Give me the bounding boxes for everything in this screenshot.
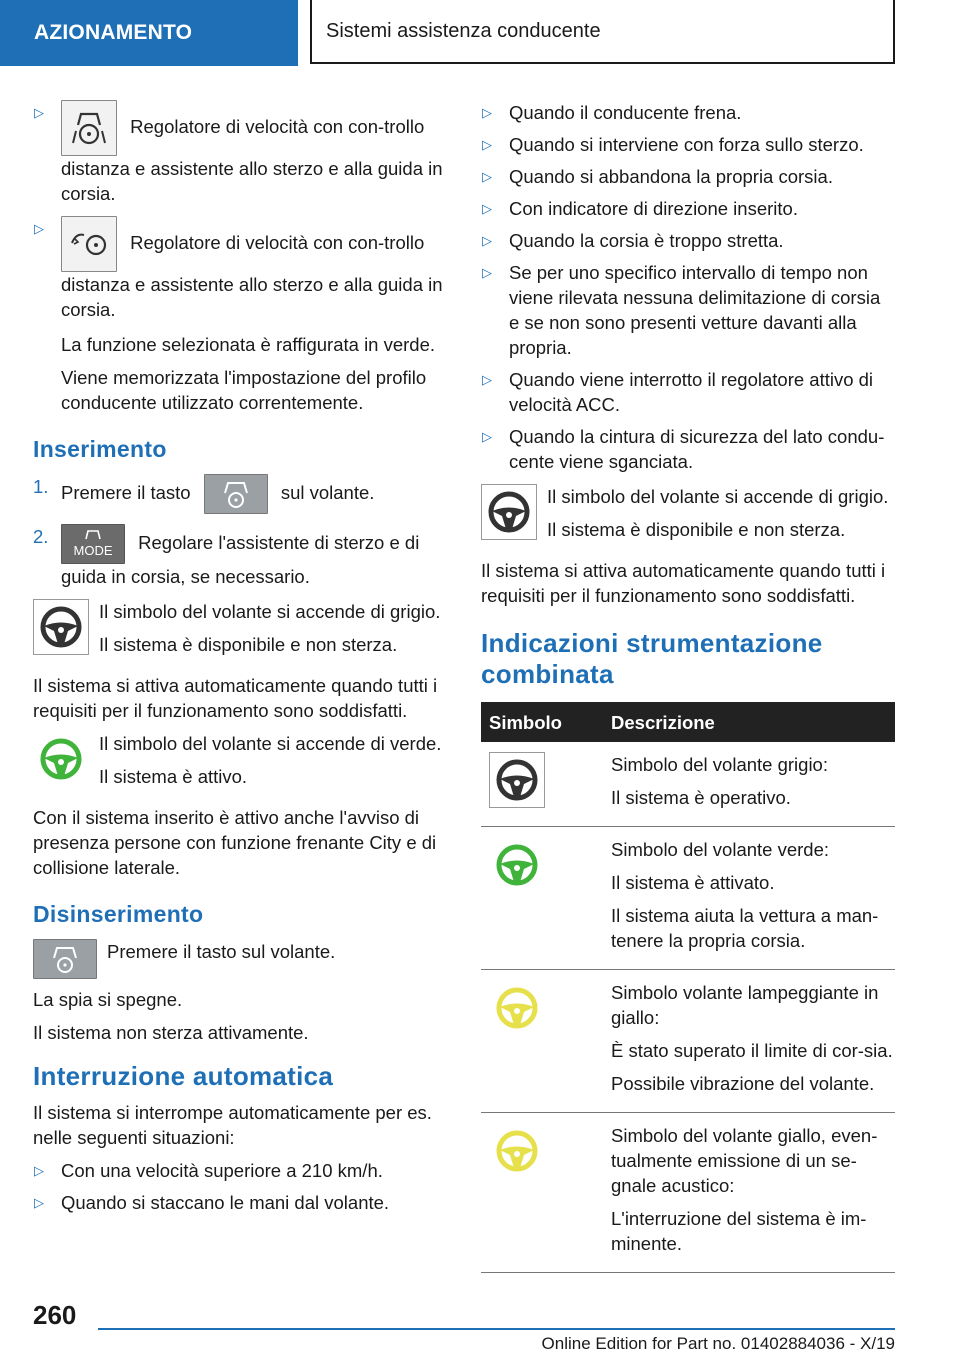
heading-disinserimento: Disinserimento	[33, 901, 204, 927]
list-item	[33, 216, 451, 322]
bullet-text: Con indicatore di direzione inserito.	[509, 198, 798, 219]
bullet-text: Con una velocità superiore a 210 km/h.	[61, 1160, 383, 1181]
indicator-text: Il sistema è disponibile e non sterza.	[99, 634, 398, 655]
mode-label: MODE	[73, 543, 113, 558]
symbol-table	[481, 702, 895, 1273]
triangle-bullet-icon: ▷	[482, 105, 492, 120]
list-item	[33, 1158, 451, 1183]
triangle-bullet-icon: ▷	[34, 105, 44, 120]
heading-inserimento: Inserimento	[33, 436, 167, 462]
table-row	[481, 742, 895, 827]
table-header-cell: Simbolo	[481, 702, 611, 742]
table-cell-text: Simbolo del volante grigio:	[611, 754, 828, 775]
header-section: AZIONAMENTO	[0, 0, 298, 66]
heading-interruzione: Interruzione automatica	[33, 1061, 334, 1091]
indicator-text: Premere il tasto sul volante.	[107, 941, 336, 962]
indicator-row	[33, 599, 451, 665]
table-cell-text: Il sistema aiuta la vettura a man-tenere la propria corsia.	[611, 905, 879, 951]
paragraph: La spia si spegne.	[33, 989, 183, 1010]
step-text: Regolare l'assistente di sterzo e di guida in corsia, se necessario.	[61, 531, 420, 587]
mode-button-icon	[61, 524, 125, 564]
page-number: 260	[33, 1300, 77, 1330]
triangle-bullet-icon: ▷	[34, 1195, 44, 1210]
table-cell-text: Simbolo del volante verde:	[611, 839, 830, 860]
table-cell-text: Simbolo volante lampeggiante in giallo:	[611, 982, 879, 1028]
steering-wheel-grey-icon	[33, 599, 89, 655]
paragraph: La funzione selezionata è raffigurata in verde.	[61, 334, 436, 355]
triangle-bullet-icon: ▷	[482, 372, 492, 387]
triangle-bullet-icon: ▷	[34, 221, 44, 236]
driving-assistant-button-icon	[33, 939, 97, 979]
steering-wheel-yellow-icon	[489, 1123, 545, 1179]
triangle-bullet-icon: ▷	[482, 169, 492, 184]
steering-wheel-green-icon	[33, 731, 89, 787]
indicator-text: Il simbolo del volante si accende di grigio.	[99, 601, 441, 622]
bullet-text: Quando si interviene con forza sullo sterzo.	[509, 134, 864, 155]
paragraph: Il sistema non sterza attivamente.	[33, 1022, 309, 1043]
step-text: Premere il tasto	[61, 481, 191, 503]
bullet-text: Quando si staccano le mani dal volante.	[61, 1192, 390, 1213]
triangle-bullet-icon: ▷	[34, 1163, 44, 1178]
table-row	[481, 970, 895, 1113]
footer-edition: Online Edition for Part no. 01402884036 - X/19	[541, 1334, 895, 1353]
paragraph: Con il sistema inserito è attivo anche l'avviso di presenza persone con funzione frenante City e di collisione laterale.	[33, 807, 437, 878]
table-header-cell: Descrizione	[611, 702, 895, 742]
table-row	[481, 1113, 895, 1273]
indicator-row	[33, 939, 451, 979]
indicator-text: Il sistema è attivo.	[99, 766, 248, 787]
bullet-text: Quando si abbandona la propria corsia.	[509, 166, 833, 187]
left-column	[33, 100, 451, 1222]
table-header-row	[481, 702, 895, 742]
steering-wheel-grey-icon	[481, 484, 537, 540]
triangle-bullet-icon: ▷	[482, 137, 492, 152]
heading-indicazioni: Indicazioni strumentazione combinata	[481, 628, 823, 689]
driving-assistant-button-icon	[61, 100, 117, 156]
bullet-text: Regolatore di velocità con con-trollo distanza e assistente allo sterzo e alla guida in corsia.	[61, 115, 443, 204]
list-item	[481, 100, 895, 125]
step-number: 1.	[33, 476, 49, 497]
list-item	[481, 367, 895, 417]
paragraph: Il sistema si attiva automaticamente quando tutti i requisiti per il funzionamento sono soddisfatti.	[33, 675, 438, 721]
table-cell-text: Simbolo del volante giallo, even-tualmente emissione di un se-gnale acustico:	[611, 1125, 878, 1196]
header-chapter: Sistemi assistenza conducente	[310, 0, 895, 64]
list-item	[33, 1190, 451, 1215]
triangle-bullet-icon: ▷	[482, 429, 492, 444]
triangle-bullet-icon: ▷	[482, 201, 492, 216]
driving-assistant-button-icon	[204, 474, 268, 514]
triangle-bullet-icon: ▷	[482, 233, 492, 248]
table-cell-text: L'interruzione del sistema è im-minente.	[611, 1208, 867, 1254]
indicator-row	[33, 731, 451, 797]
list-item	[33, 524, 451, 589]
step-text: sul volante.	[280, 481, 375, 503]
list-item	[481, 260, 895, 360]
triangle-bullet-icon: ▷	[482, 265, 492, 280]
driving-assistant-alt-button-icon	[61, 216, 117, 272]
step-number: 2.	[33, 526, 49, 547]
table-cell-text: Il sistema è attivato.	[611, 872, 775, 893]
steering-wheel-green-icon	[489, 837, 545, 893]
list-item	[481, 424, 895, 474]
paragraph: Viene memorizzata l'impostazione del profilo conducente utilizzato correntemente.	[61, 367, 427, 413]
indicator-text: Il simbolo del volante si accende di grigio.	[547, 486, 889, 507]
bullet-text: Regolatore di velocità con con-trollo distanza e assistente allo sterzo e alla guida in corsia.	[61, 231, 443, 320]
indicator-row	[481, 484, 895, 550]
steering-wheel-grey-icon	[489, 752, 545, 808]
list-item	[481, 132, 895, 157]
bullet-text: Quando la cintura di sicurezza del lato condu-cente viene sganciata.	[509, 426, 885, 472]
list-item	[33, 474, 451, 514]
bullet-text: Quando la corsia è troppo stretta.	[509, 230, 784, 251]
table-cell-text: Il sistema è operativo.	[611, 787, 791, 808]
bullet-text: Quando il conducente frena.	[509, 102, 742, 123]
table-row	[481, 827, 895, 970]
paragraph: Il sistema si attiva automaticamente quando tutti i requisiti per il funzionamento sono soddisfatti.	[481, 560, 886, 606]
indicator-text: Il simbolo del volante si accende di verde.	[99, 733, 442, 754]
bullet-text: Se per uno specifico intervallo di tempo non viene rilevata nessuna delimitazione di corsia e se non sono presenti vetture davanti alla propria.	[509, 262, 881, 358]
indicator-text: Il sistema è disponibile e non sterza.	[547, 519, 846, 540]
footer-divider	[98, 1328, 895, 1330]
list-item	[33, 100, 451, 206]
table-cell-text: È stato superato il limite di cor-sia.	[611, 1040, 893, 1061]
bullet-text: Quando viene interrotto il regolatore attivo di velocità ACC.	[509, 369, 874, 415]
table-cell-text: Possibile vibrazione del volante.	[611, 1073, 875, 1094]
list-item	[481, 164, 895, 189]
steering-wheel-yellow-icon	[489, 980, 545, 1036]
paragraph: Il sistema si interrompe automaticamente per es. nelle seguenti situazioni:	[33, 1102, 432, 1148]
list-item	[481, 196, 895, 221]
list-item	[481, 228, 895, 253]
right-column	[481, 100, 895, 1273]
